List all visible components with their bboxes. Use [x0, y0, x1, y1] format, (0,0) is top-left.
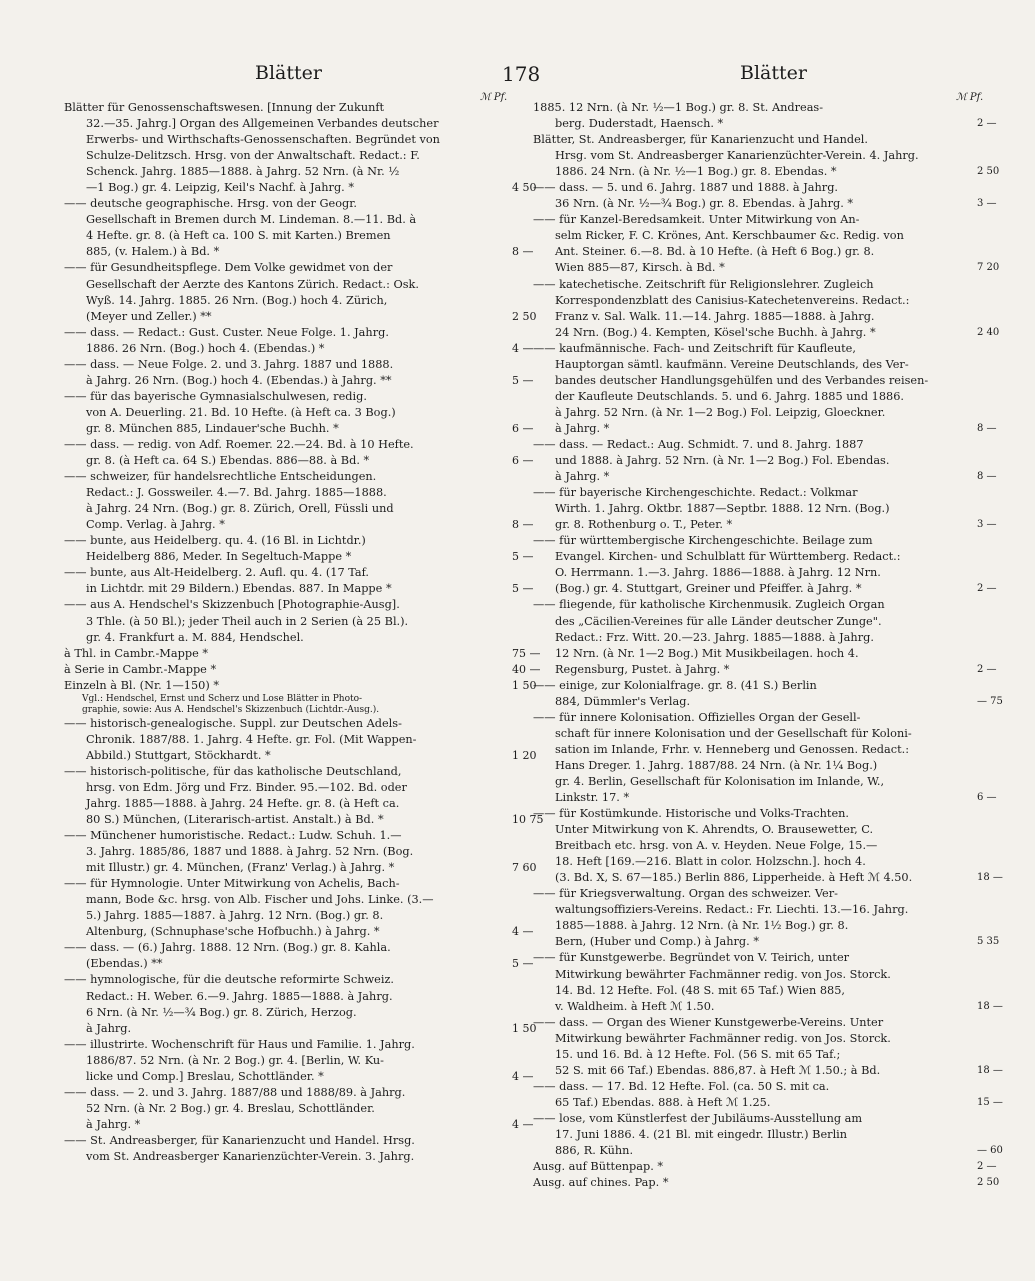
header-left-title: Blätter: [255, 62, 322, 84]
entry-line: à Jahrg. *: [555, 421, 610, 435]
entry-line: des „Cäcilien-Vereines für alle Länder deutscher Zunge".: [555, 614, 882, 628]
entry-line: graphie, sowie: Aus A. Hendschel's Skizzenbuch (Lichtdr.-Ausg.).: [82, 704, 380, 715]
catalog-entry: [533, 1111, 1003, 1159]
entry-line: —— einige, zur Kolonialfrage. gr. 8. (41 S.) Berlin: [533, 678, 817, 692]
catalog-entry: [64, 646, 541, 662]
catalog-entry: [533, 437, 997, 485]
entry-price: 7 60: [512, 861, 537, 875]
entry-price: 18 —: [977, 872, 1003, 884]
page-number: 178: [502, 62, 541, 86]
entry-line: Ausg. auf Büttenpap. *: [533, 1160, 664, 1174]
catalog-entry: [533, 678, 1003, 710]
entry-line: à Jahrg. 24 Nrn. (Bog.) gr. 8. Zürich, Orell, Füssli und: [86, 502, 394, 516]
entry-price: 4 —: [512, 925, 534, 939]
entry-line: —— dass. — Redact.: Aug. Schmidt. 7. und 8. Jahrg. 1887: [533, 437, 864, 451]
catalog-entry: [64, 1037, 534, 1085]
entry-line: Chronik. 1887/88. 1. Jahrg. 4 Hefte. gr. Fol. (Mit Wappen-: [86, 732, 417, 746]
catalog-entry: [64, 437, 534, 469]
entry-line: 3. Jahrg. 1885/86, 1887 und 1888. à Jahrg. 52 Nrn. (Bog.: [86, 845, 414, 859]
entry-line: Breitbach etc. hrsg. von A. v. Heyden. Neue Folge, 15.—: [555, 839, 878, 853]
entry-price: 3 —: [977, 198, 997, 210]
entry-line: 1885. 12 Nrn. (à Nr. ½—1 Bog.) gr. 8. St. Andreas-: [533, 101, 824, 114]
entry-line: 24 Nrn. (Bog.) 4. Kempten, Kösel'sche Buchh. à Jahrg. *: [555, 325, 876, 339]
entry-line: Vgl.: Hendschel, Ernst und Scherz und Lose Blätter in Photo-: [82, 693, 363, 704]
entry-line: —— dass. — redig. von Adf. Roemer. 22.—24. Bd. à 10 Hefte.: [64, 437, 414, 451]
entry-line: —— kaufmännische. Fach- und Zeitschrift für Kaufleute,: [533, 341, 856, 355]
entry-price: 6 —: [512, 454, 534, 468]
entry-line: Abbild.) Stuttgart, Stöckhardt. *: [86, 748, 271, 762]
entry-line: Einzeln à Bl. (Nr. 1—150) *: [64, 678, 220, 692]
entry-line: —— lose, vom Künstlerfest der Jubiläums-Ausstellung am: [533, 1111, 863, 1125]
entry-line: 1886. 26 Nrn. (Bog.) hoch 4. (Ebendas.) *: [86, 341, 325, 355]
entry-line: 1886/87. 52 Nrn. (à Nr. 2 Bog.) gr. 4. [Berlin, W. Ku-: [86, 1053, 385, 1067]
entry-price: 6 —: [512, 421, 534, 435]
catalog-entry: [533, 180, 997, 212]
catalog-entry: [64, 533, 534, 565]
header-right-title: Blätter: [740, 62, 807, 84]
entry-line: 1886. 24 Nrn. (à Nr. ½—1 Bog.) gr. 8. Ebendas. *: [555, 165, 837, 179]
entry-line: und 1888. à Jahrg. 52 Nrn. (à Nr. 1—2 Bog.) Fol. Ebendas.: [555, 454, 890, 468]
entry-line: Erwerbs- und Wirthschafts-Genossenschaften. Begründet von: [86, 133, 440, 147]
entry-line: Regensburg, Pustet. à Jahrg. *: [555, 662, 730, 676]
catalog-entry: [64, 100, 537, 196]
entry-line: à Jahrg.: [86, 1021, 132, 1035]
entry-price: 2 50: [977, 1177, 1000, 1189]
entry-price: 18 —: [977, 1000, 1003, 1012]
entry-line: Comp. Verlag. à Jahrg. *: [86, 518, 225, 532]
catalog-entry: [64, 764, 544, 828]
entry-line: 886, R. Kühn.: [555, 1144, 634, 1158]
entry-price: 1 50: [512, 678, 537, 692]
entry-price: 2 —: [977, 118, 997, 130]
currency-header-left: ℳ Pf.: [480, 92, 508, 103]
entry-line: 14. Bd. 12 Hefte. Fol. (48 S. mit 65 Taf.) Wien 885,: [555, 983, 845, 997]
entry-line: Blätter, St. Andreasberger, für Kanarienzucht und Handel.: [533, 133, 869, 147]
entry-line: —— für württembergische Kirchengeschichte. Beilage zum: [533, 534, 873, 548]
entry-line: Blätter für Genossenschaftswesen. [Innung der Zukunft: [64, 101, 385, 114]
reference-note: [64, 694, 506, 716]
entry-price: 15 —: [977, 1096, 1003, 1108]
entry-line: 18. Heft [169.—216. Blatt in color. Holzschn.]. hoch 4.: [555, 855, 866, 869]
entry-price: 5 —: [512, 550, 534, 564]
entry-price: 8 —: [512, 518, 534, 532]
entry-price: 2 —: [977, 1161, 997, 1173]
entry-line: 36 Nrn. (à Nr. ½—¾ Bog.) gr. 8. Ebendas. à Jahrg. *: [555, 197, 854, 211]
entry-line: der Kaufleute Deutschlands. 5. und 6. Jahrg. 1885 und 1886.: [555, 389, 904, 403]
entry-price: 2 50: [977, 166, 1000, 178]
entry-line: Schenck. Jahrg. 1885—1888. à Jahrg. 52 Nrn. (à Nr. ½: [86, 165, 400, 179]
catalog-entry: [533, 950, 1003, 1014]
catalog-entry: [533, 132, 1000, 180]
catalog-entry: [64, 565, 534, 597]
entry-line: —— historisch-politische, für das katholische Deutschland,: [64, 764, 402, 778]
entry-price: 2 40: [977, 326, 1000, 338]
entry-line: Redact.: J. Gossweiler. 4.—7. Bd. Jahrg. 1885—1888.: [86, 486, 387, 500]
entry-line: Altenburg, (Schnuphase'sche Hofbuchh.) à Jahrg. *: [86, 925, 380, 939]
catalog-entry: [64, 325, 534, 357]
entry-line: Unter Mitwirkung von K. Ahrendts, O. Brausewetter, C.: [555, 823, 874, 837]
entry-line: Mitwirkung bewährter Fachmänner redig. von Jos. Storck.: [555, 967, 891, 981]
entry-line: 884, Dümmler's Verlag.: [555, 694, 691, 708]
page-header: [60, 62, 960, 92]
entry-line: Schulze-Delitzsch. Hrsg. von der Anwaltschaft. Redact.: F.: [86, 149, 420, 163]
entry-line: Korrespondenzblatt des Canisius-Katechetenvereins. Redact.:: [555, 293, 910, 307]
entry-line: Redact.: Frz. Witt. 20.—23. Jahrg. 1885—1888. à Jahrg.: [555, 630, 874, 644]
entry-line: —— für bayerische Kirchengeschichte. Redact.: Volkmar: [533, 486, 858, 500]
entry-price: 5 35: [977, 936, 1000, 948]
entry-line: —1 Bog.) gr. 4. Leipzig, Keil's Nachf. à Jahrg. *: [86, 181, 355, 195]
catalog-entry: [533, 710, 997, 806]
entry-line: —— dass. — (6.) Jahrg. 1888. 12 Nrn. (Bog.) gr. 8. Kahla.: [64, 941, 391, 955]
entry-line: —— für innere Kolonisation. Offizielles Organ der Gesell-: [533, 710, 861, 724]
entry-line: sation im Inlande, Frhr. v. Henneberg und Genossen. Redact.:: [555, 742, 910, 756]
catalog-entry: [533, 341, 997, 437]
entry-line: Evangel. Kirchen- und Schulblatt für Württemberg. Redact.:: [555, 550, 901, 564]
entry-line: —— fliegende, für katholische Kirchenmusik. Zugleich Organ: [533, 598, 885, 612]
entry-line: 52 S. mit 66 Taf.) Ebendas. 886,87. à Heft ℳ 1.50.; à Bd.: [555, 1063, 881, 1077]
entry-line: 4 Hefte. gr. 8. (à Heft ca. 100 S. mit Karten.) Bremen: [86, 229, 391, 243]
catalog-entry: [533, 597, 997, 677]
entry-price: 5 —: [512, 582, 534, 596]
entry-line: mann, Bode &c. hrsg. von Alb. Fischer und Johs. Linke. (3.—: [86, 893, 434, 907]
entry-line: vom St. Andreasberger Kanarienzüchter-Verein. 3. Jahrg.: [86, 1150, 415, 1163]
entry-line: à Jahrg. 52 Nrn. (à Nr. 1—2 Bog.) Fol. Leipzig, Gloeckner.: [555, 405, 886, 419]
entry-price: 4 —: [512, 341, 534, 355]
entry-line: 80 S.) München, (Literarisch-artist. Anstalt.) à Bd. *: [86, 813, 384, 827]
entry-line: 885, (v. Halem.) à Bd. *: [86, 245, 220, 259]
currency-header-right: ℳ Pf.: [956, 92, 984, 103]
entry-price: 8 —: [977, 471, 997, 483]
entry-line: Hans Dreger. 1. Jahrg. 1887/88. 24 Nrn. (à Nr. 1¼ Bog.): [555, 758, 878, 772]
entry-line: —— dass. — Redact.: Gust. Custer. Neue Folge. 1. Jahrg.: [64, 325, 389, 339]
entry-line: Jahrg. 1885—1888. à Jahrg. 24 Hefte. gr. 8. (à Heft ca.: [86, 796, 400, 810]
entry-line: —— bunte, aus Heidelberg. qu. 4. (16 Bl. in Lichtdr.): [64, 534, 366, 548]
entry-line: von A. Deuerling. 21. Bd. 10 Hefte. (à Heft ca. 3 Bog.): [86, 405, 396, 419]
entry-line: 3 Thle. (à 50 Bl.); jeder Theil auch in 2 Serien (à 25 Bl.).: [86, 614, 409, 628]
catalog-entry: [64, 940, 534, 972]
entry-line: gr. 8. (à Heft ca. 64 S.) Ebendas. 886—88. à Bd. *: [86, 454, 370, 468]
entry-line: selm Ricker, F. C. Krönes, Ant. Kerschbaumer &c. Redig. von: [555, 229, 904, 243]
entry-line: bandes deutscher Handlungsgehülfen und des Verbandes reisen-: [555, 373, 929, 387]
entry-line: 15. und 16. Bd. à 12 Hefte. Fol. (56 S. mit 65 Taf.;: [555, 1047, 841, 1061]
entry-price: 8 —: [512, 245, 534, 259]
entry-price: 3 —: [977, 519, 997, 531]
entry-line: —— deutsche geographische. Hrsg. von der Geogr.: [64, 197, 357, 211]
entry-price: — 75: [977, 695, 1003, 707]
catalog-entry: [64, 260, 537, 324]
entry-line: Wyß. 14. Jahrg. 1885. 26 Nrn. (Bog.) hoch 4. Zürich,: [86, 293, 388, 307]
catalog-entry: [533, 1175, 1000, 1191]
entry-line: 17. Juni 1886. 4. (21 Bl. mit eingedr. Illustr.) Berlin: [555, 1128, 848, 1141]
entry-line: —— dass. — 5. und 6. Jahrg. 1887 und 1888. à Jahrg.: [533, 181, 839, 195]
entry-price: 1 50: [512, 1021, 537, 1035]
entry-price: 2 50: [512, 309, 537, 323]
catalog-entry: [533, 806, 1003, 886]
entry-line: —— dass. — 2. und 3. Jahrg. 1887/88 und 1888/89. à Jahrg.: [64, 1085, 406, 1099]
entry-line: v. Waldheim. à Heft ℳ 1.50.: [555, 999, 715, 1013]
entry-price: 2 —: [977, 583, 997, 595]
entry-line: gr. 8. München 885, Lindauer'sche Buchh. *: [86, 421, 339, 435]
entry-price: 7 20: [977, 262, 1000, 274]
catalog-entry: [64, 876, 534, 940]
entry-line: berg. Duderstadt, Haensch. *: [555, 117, 724, 131]
entry-line: Heidelberg 886, Meder. In Segeltuch-Mappe *: [86, 550, 352, 564]
catalog-entry: [64, 828, 537, 876]
entry-line: à Thl. in Cambr.-Mappe *: [64, 646, 208, 660]
entry-line: —— für das bayerische Gymnasialschulwesen, redig.: [64, 389, 367, 403]
catalog-entry: [533, 1159, 997, 1175]
catalog-entry: [64, 469, 534, 533]
catalog-entry: [64, 389, 534, 437]
entry-line: —— dass. — 17. Bd. 12 Hefte. Fol. (ca. 50 S. mit ca.: [533, 1079, 830, 1093]
entry-line: à Jahrg. 26 Nrn. (Bog.) hoch 4. (Ebendas.) à Jahrg. **: [86, 373, 392, 387]
entry-line: 65 Taf.) Ebendas. 888. à Heft ℳ 1.25.: [555, 1095, 771, 1109]
entry-price: 75 —: [512, 646, 541, 660]
entry-line: Bern, (Huber und Comp.) à Jahrg. *: [555, 935, 759, 949]
entry-price: 2 —: [977, 663, 997, 675]
catalog-entry: [64, 196, 534, 260]
entry-line: schaft für innere Kolonisation und der Gesellschaft für Koloni-: [555, 726, 912, 740]
entry-line: hrsg. von Edm. Jörg und Frz. Binder. 95.—102. Bd. oder: [86, 780, 407, 794]
entry-line: gr. 4. Berlin, Gesellschaft für Kolonisation im Inlande, W.,: [555, 774, 885, 788]
entry-line: Redact.: H. Weber. 6.—9. Jahrg. 1885—1888. à Jahrg.: [86, 989, 393, 1003]
entry-line: 5.) Jahrg. 1885—1887. à Jahrg. 12 Nrn. (Bog.) gr. 8.: [86, 909, 384, 923]
catalog-entry: [533, 1015, 1003, 1079]
catalog-entry: [64, 597, 506, 645]
entry-price: 8 —: [977, 422, 997, 434]
entry-line: à Jahrg. *: [86, 1117, 141, 1131]
entry-line: Mitwirkung bewährter Fachmänner redig. von Jos. Storck.: [555, 1031, 891, 1045]
entry-line: —— dass. — Organ des Wiener Kunstgewerbe-Vereins. Unter: [533, 1015, 884, 1029]
entry-line: gr. 8. Rothenburg o. T., Peter. *: [555, 518, 733, 532]
catalog-entry: [64, 662, 541, 678]
entry-line: (Meyer und Zeller.) **: [86, 309, 212, 323]
entry-line: —— für Kunstgewerbe. Begründet von V. Teirich, unter: [533, 951, 850, 965]
entry-line: —— Münchener humoristische. Redact.: Ludw. Schuh. 1.—: [64, 829, 402, 843]
catalog-entry: [64, 357, 534, 389]
entry-price: 4 —: [512, 1117, 534, 1131]
entry-line: —— für Kanzel-Beredsamkeit. Unter Mitwirkung von An-: [533, 213, 860, 227]
entry-line: —— aus A. Hendschel's Skizzenbuch [Photographie-Ausg].: [64, 598, 400, 612]
entry-line: Wirth. 1. Jahrg. Oktbr. 1887—Septbr. 1888. 12 Nrn. (Bog.): [555, 502, 890, 516]
catalog-entry: [533, 886, 1000, 950]
right-column: [533, 100, 1003, 1191]
entry-line: Ant. Steiner. 6.—8. Bd. à 10 Hefte. (à Heft 6 Bog.) gr. 8.: [555, 245, 875, 259]
entry-line: Hauptorgan sämtl. kaufmänn. Vereine Deutschlands, des Ver-: [555, 357, 909, 371]
entry-line: à Serie in Cambr.-Mappe *: [64, 662, 217, 676]
entry-price: 4 —: [512, 1069, 534, 1083]
entry-line: —— schweizer, für handelsrechtliche Entscheidungen.: [64, 470, 377, 484]
entry-line: 1885—1888. à Jahrg. 12 Nrn. (à Nr. 1½ Bog.) gr. 8.: [555, 919, 849, 933]
entry-line: —— hymnologische, für die deutsche reformirte Schweiz.: [64, 973, 394, 987]
entry-line: gr. 4. Frankfurt a. M. 884, Hendschel.: [86, 630, 304, 644]
entry-price: — 60: [977, 1145, 1003, 1157]
entry-line: 12 Nrn. (à Nr. 1—2 Bog.) Mit Musikbeilagen. hoch 4.: [555, 646, 859, 660]
catalog-entry: [64, 716, 537, 764]
entry-line: (Ebendas.) **: [86, 957, 163, 971]
entry-line: 6 Nrn. (à Nr. ½—¾ Bog.) gr. 8. Zürich, Herzog.: [86, 1005, 357, 1019]
entry-price: 5 —: [512, 373, 534, 387]
catalog-entry: [64, 972, 537, 1036]
entry-line: waltungsoffiziers-Vereins. Redact.: Fr. Liechti. 13.—16. Jahrg.: [555, 903, 909, 917]
entry-line: Wien 885—87, Kirsch. à Bd. *: [555, 261, 725, 275]
catalog-entry: [533, 100, 997, 132]
entry-line: —— für Hymnologie. Unter Mitwirkung von Achelis, Bach-: [64, 877, 400, 891]
entry-price: 40 —: [512, 662, 541, 676]
entry-line: —— illustrirte. Wochenschrift für Haus und Familie. 1. Jahrg.: [64, 1037, 415, 1051]
entry-line: —— für Kriegsverwaltung. Organ des schweizer. Ver-: [533, 887, 838, 901]
entry-line: Franz v. Sal. Walk. 11.—14. Jahrg. 1885—1888. à Jahrg.: [555, 309, 875, 323]
entry-line: —— bunte, aus Alt-Heidelberg. 2. Aufl. qu. 4. (17 Taf.: [64, 566, 370, 580]
catalog-entry: [64, 1085, 534, 1133]
entry-line: licke und Comp.] Breslau, Schottländer. *: [86, 1069, 324, 1083]
entry-line: à Jahrg. *: [555, 470, 610, 484]
catalog-entry: [533, 1079, 1003, 1111]
left-column: [64, 100, 544, 1165]
catalog-entry: [533, 277, 1000, 341]
entry-line: —— katechetische. Zeitschrift für Religionslehrer. Zugleich: [533, 277, 874, 291]
entry-line: 52 Nrn. (à Nr. 2 Bog.) gr. 4. Breslau, Schottländer.: [86, 1101, 375, 1115]
entry-line: Gesellschaft der Aerzte des Kantons Zürich. Redact.: Osk.: [86, 277, 419, 291]
entry-line: in Lichtdr. mit 29 Bildern.) Ebendas. 887. In Mappe *: [86, 582, 392, 596]
entry-price: 18 —: [977, 1064, 1003, 1076]
entry-price: 5 —: [512, 957, 534, 971]
entry-line: Linkstr. 17. *: [555, 791, 630, 805]
entry-line: (Bog.) gr. 4. Stuttgart, Greiner und Pfeiffer. à Jahrg. *: [555, 582, 862, 596]
entry-line: Gesellschaft in Bremen durch M. Lindeman. 8.—11. Bd. à: [86, 213, 417, 227]
entry-line: —— für Kostümkunde. Historische und Volks-Trachten.: [533, 807, 850, 821]
entry-line: Ausg. auf chines. Pap. *: [533, 1176, 669, 1190]
entry-price: 4 50: [512, 181, 537, 195]
entry-line: —— dass. — Neue Folge. 2. und 3. Jahrg. 1887 und 1888.: [64, 357, 394, 371]
catalog-entry: [533, 485, 997, 533]
entry-price: 1 20: [512, 748, 537, 762]
entry-line: (3. Bd. X, S. 67—185.) Berlin 886, Lipperheide. à Heft ℳ 4.50.: [555, 871, 913, 885]
entry-line: 32.—35. Jahrg.] Organ des Allgemeinen Verbandes deutscher: [86, 117, 439, 131]
entry-line: —— für Gesundheitspflege. Dem Volke gewidmet von der: [64, 261, 393, 275]
entry-line: —— historisch-genealogische. Suppl. zur Deutschen Adels-: [64, 716, 402, 730]
entry-line: Hrsg. vom St. Andreasberger Kanarienzüchter-Verein. 4. Jahrg.: [555, 149, 919, 163]
catalog-entry: [533, 533, 997, 597]
catalog-entry: [533, 212, 1000, 276]
catalog-entry: [64, 1133, 506, 1165]
entry-line: mit Illustr.) gr. 4. München, (Franz' Verlag.) à Jahrg. *: [86, 861, 395, 875]
entry-line: O. Herrmann. 1.—3. Jahrg. 1886—1888. à Jahrg. 12 Nrn.: [555, 566, 881, 580]
entry-line: —— St. Andreasberger, für Kanarienzucht und Handel. Hrsg.: [64, 1133, 415, 1147]
entry-price: 6 —: [977, 792, 997, 804]
catalog-entry: [64, 678, 537, 694]
entry-price: 10 75: [512, 813, 544, 827]
